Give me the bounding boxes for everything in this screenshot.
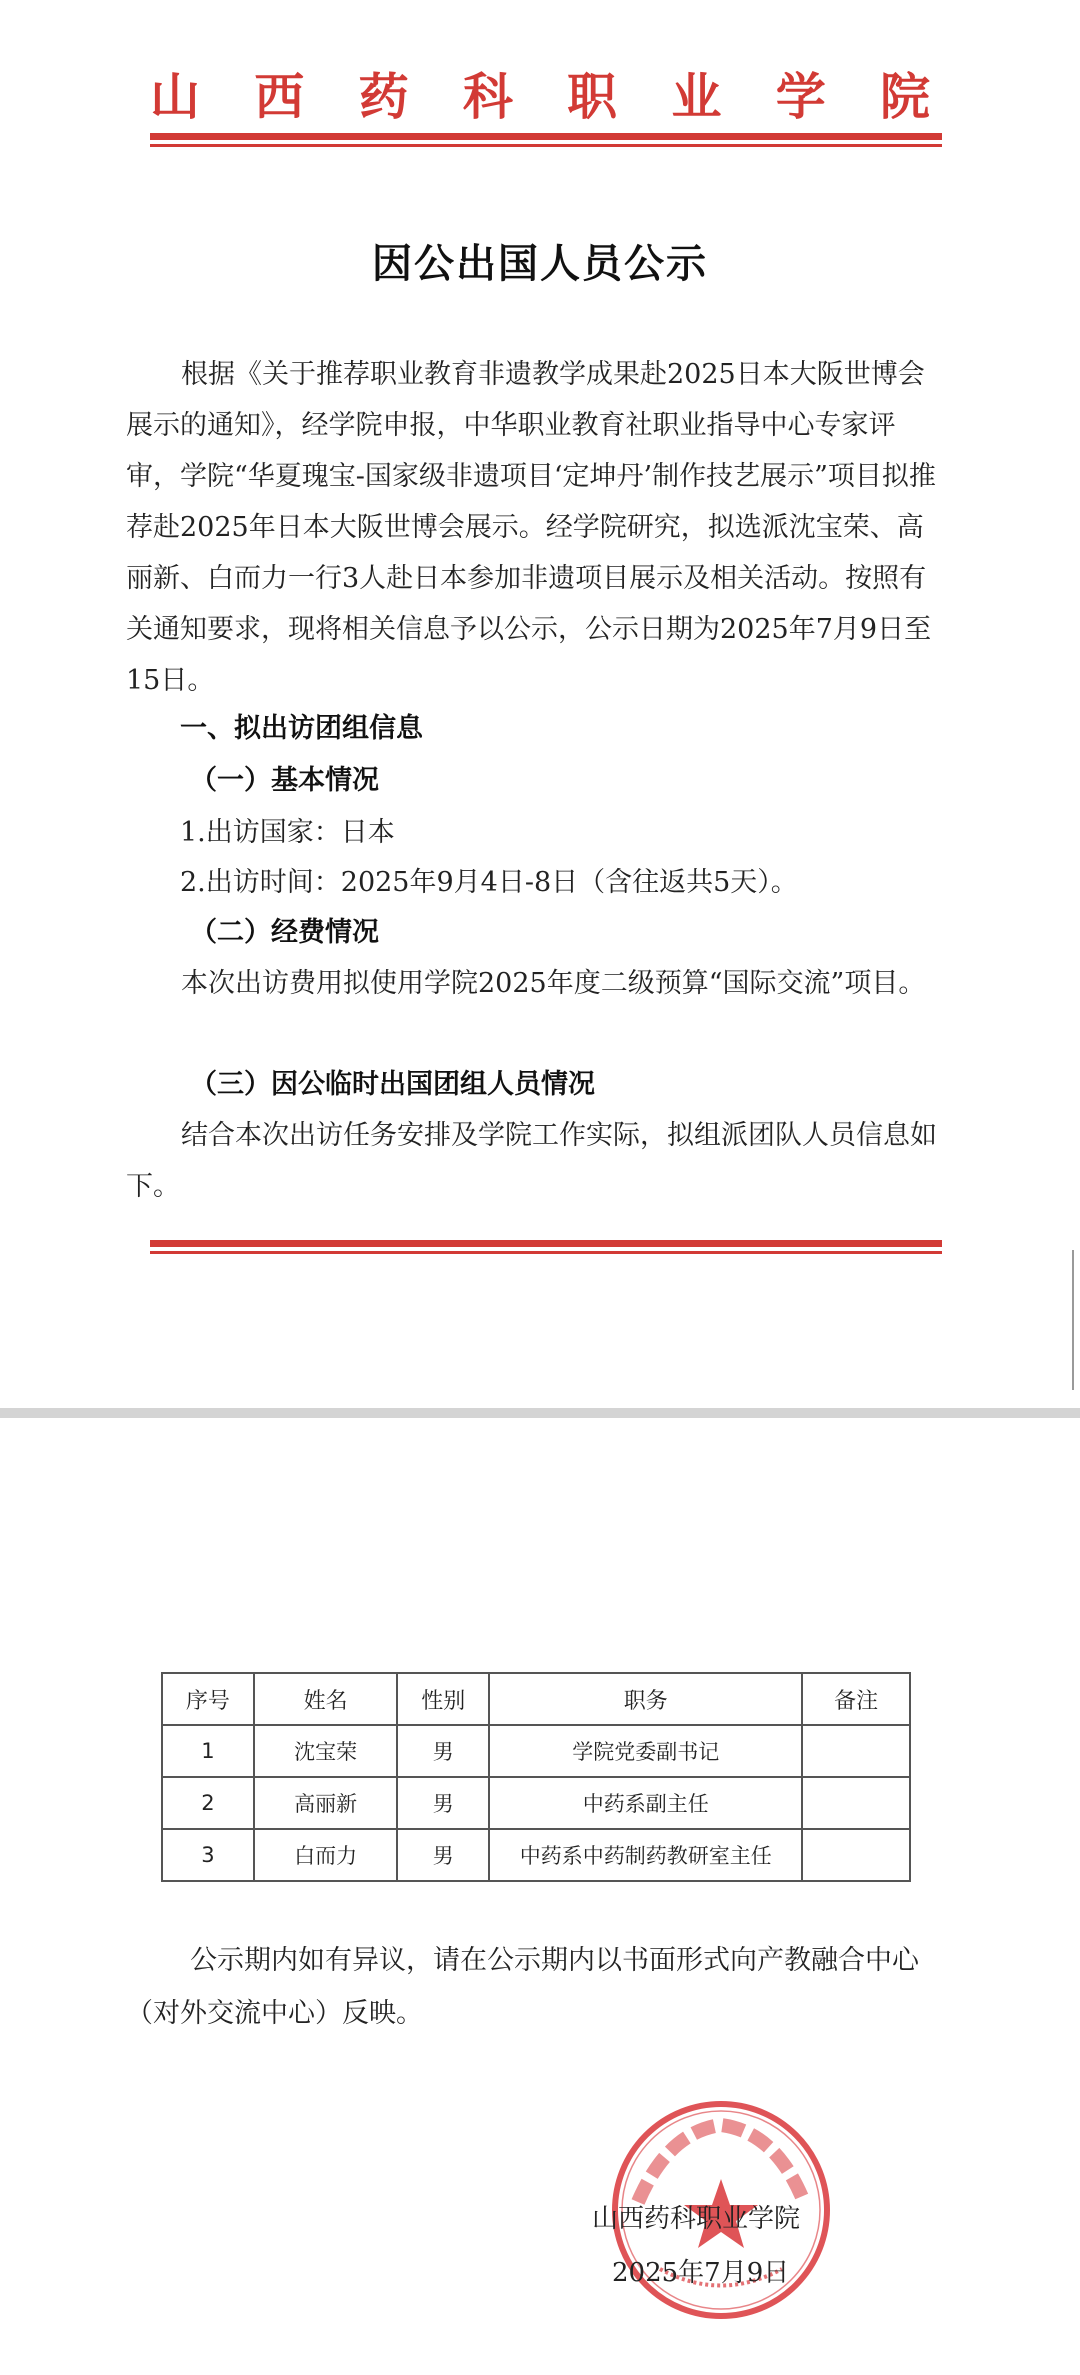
letterhead-char: 科 [462,67,513,126]
table-cell: 高丽新 [254,1777,398,1829]
letterhead-char: 职 [567,67,618,126]
column-header: 备注 [802,1673,910,1725]
table-cell: 中药系中药制药教研室主任 [489,1829,802,1881]
table-header-row [162,1673,910,1725]
table-cell: 2 [162,1777,254,1829]
table-cell: 3 [162,1829,254,1881]
section-heading-visit-info: 一、拟出访团组信息 [180,713,423,744]
table-cell: 男 [397,1829,489,1881]
funding-paragraph: 本次出访费用拟使用学院2025年度二级预算“国际交流”项目。 [181,968,926,999]
table-cell: 白而力 [254,1829,398,1881]
objection-note: 公示期内如有异议，请在公示期内以书面形式向产教融合中心（对外交流中心）反映。 [126,1945,919,2029]
page-footer-divider [150,1240,942,1256]
table-cell [802,1829,910,1881]
subheading-personnel: （三）因公临时出国团组人员情况 [190,1069,595,1100]
column-header: 职务 [489,1673,802,1725]
document-title: 因公出国人员公示 [372,240,708,287]
table-row [162,1725,910,1777]
personnel-table [161,1672,911,1882]
table-cell: 学院党委副书记 [489,1725,802,1777]
visit-time: 2.出访时间：2025年9月4日-8日（含往返共5天）。 [180,867,798,898]
subheading-basic-info: （一）基本情况 [190,765,379,796]
table-cell [802,1725,910,1777]
table-cell [802,1777,910,1829]
table-cell: 男 [397,1725,489,1777]
letterhead-char: 院 [879,67,930,126]
letterhead-char: 山 [150,67,200,126]
table-cell: 1 [162,1725,254,1777]
table-cell: 男 [397,1777,489,1829]
intro-paragraph: 根据《关于推荐职业教育非遗教学成果赴2025日本大阪世博会展示的通知》，经学院申报，中华职业教育社职业指导中心专家评审，学院“华夏瑰宝-国家级非遗项目‘定坤丹’制作技艺展示”项目拟推荐赴2025年日本大阪世博会展示。经学院研究，拟选派沈宝荣、高丽新、白而力一行3人赴日本参加非遗项目展示及相关活动。按照有关通知要求，现将相关信息予以公示，公示日期为2025年7月9日至15日。 [126,359,936,696]
table-cell: 中药系副主任 [489,1777,802,1829]
column-header: 姓名 [254,1673,398,1725]
letterhead-institution-name [150,58,930,128]
signature-organization: 山西药科职业学院 [592,2204,801,2234]
letterhead-char: 学 [775,67,826,126]
signature-date: 2025年7月9日 [612,2258,790,2288]
table-row [162,1829,910,1881]
personnel-paragraph: 结合本次出访任务安排及学院工作实际，拟组派团队人员信息如下。 [126,1120,937,1202]
letterhead-char: 药 [358,67,409,126]
document-page-2 [0,1418,1080,2375]
column-header: 序号 [162,1673,254,1725]
table-cell: 沈宝荣 [254,1725,398,1777]
letterhead-char: 西 [254,67,305,126]
column-header: 性别 [397,1673,489,1725]
visit-country: 1.出访国家：日本 [180,817,395,848]
page-separator [0,1408,1080,1418]
subheading-funding: （二）经费情况 [190,917,379,948]
scan-edge-mark [1072,1250,1074,1390]
table-row [162,1777,910,1829]
letterhead-char: 业 [671,67,722,126]
letterhead-divider [150,133,942,149]
